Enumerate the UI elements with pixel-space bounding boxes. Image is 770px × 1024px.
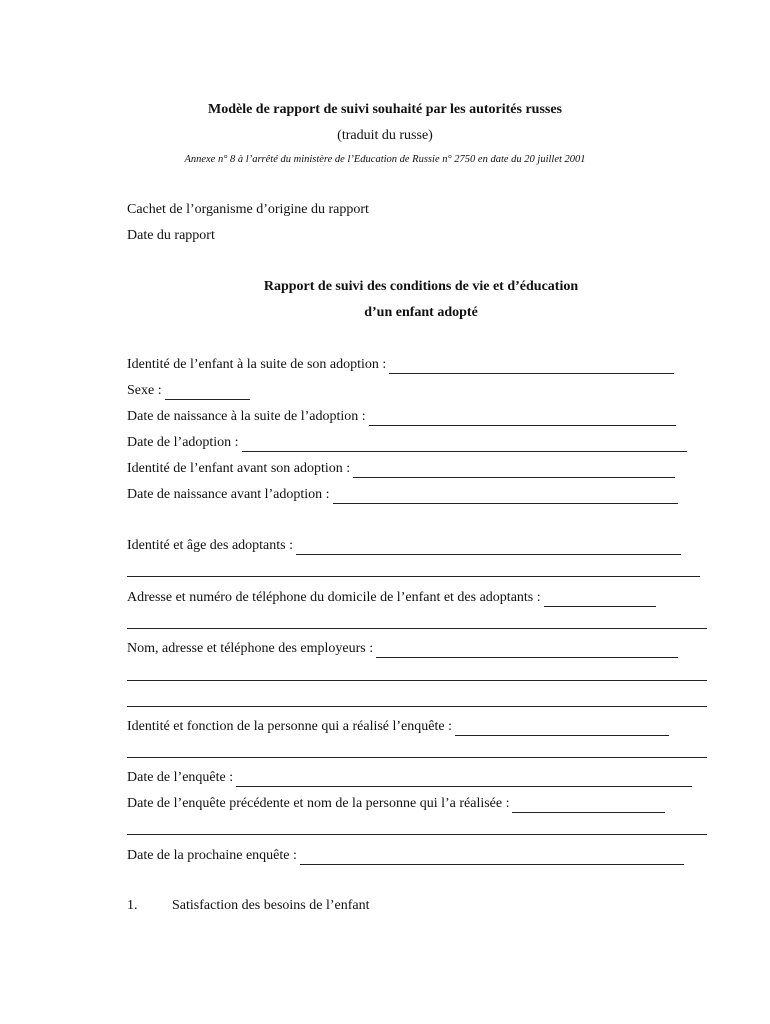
field-sex <box>127 380 250 400</box>
field-label: Identité de l’enfant avant son adoption : <box>127 461 351 476</box>
report-heading-line1: Rapport de suivi des conditions de vie et d’éducation <box>263 279 579 294</box>
field-label: Adresse et numéro de téléphone du domicile de l’enfant et des adoptants : <box>127 590 541 605</box>
stamp-label: Cachet de l’organisme d’origine du rapport <box>127 202 369 217</box>
field-label: Sexe : <box>127 383 162 398</box>
report-date-label: Date du rapport <box>127 228 215 243</box>
fill-line[interactable] <box>127 628 707 629</box>
fill-line[interactable] <box>127 834 707 835</box>
section-number: 1. <box>127 898 138 913</box>
fill-line[interactable] <box>353 463 675 478</box>
field-survey-date <box>127 767 692 787</box>
field-identity-after <box>127 354 674 374</box>
field-label: Date de l’adoption : <box>127 435 239 450</box>
field-label: Identité et âge des adoptants : <box>127 538 293 553</box>
fill-line[interactable] <box>455 721 669 736</box>
field-birth-before <box>127 484 678 504</box>
fill-line[interactable] <box>127 680 707 681</box>
field-birth-after <box>127 406 676 426</box>
field-address-phone <box>127 587 656 607</box>
document-subtitle: (traduit du russe) <box>337 128 433 143</box>
fill-line[interactable] <box>376 643 678 658</box>
annex-reference: Annexe n° 8 à l’arrêté du ministère de l’Education de Russie n° 2750 en date du 20 juillet 2001 <box>184 154 586 165</box>
field-label: Date de la prochaine enquête : <box>127 848 297 863</box>
fill-line[interactable] <box>333 489 678 504</box>
fill-line[interactable] <box>544 592 656 607</box>
field-investigator <box>127 716 669 736</box>
field-label: Date de naissance avant l’adoption : <box>127 487 330 502</box>
field-label: Date de naissance à la suite de l’adoption : <box>127 409 366 424</box>
fill-line[interactable] <box>127 576 700 577</box>
field-label: Date de l’enquête précédente et nom de la personne qui l’a réalisée : <box>127 796 510 811</box>
fill-line[interactable] <box>369 411 676 426</box>
field-adoption-date <box>127 432 687 452</box>
fill-line[interactable] <box>300 850 684 865</box>
field-identity-before <box>127 458 675 478</box>
field-employers <box>127 638 678 658</box>
field-label: Identité et fonction de la personne qui a réalisé l’enquête : <box>127 719 452 734</box>
field-label: Identité de l’enfant à la suite de son adoption : <box>127 357 387 372</box>
fill-line[interactable] <box>242 437 687 452</box>
fill-line[interactable] <box>296 540 681 555</box>
fill-line[interactable] <box>165 385 250 400</box>
fill-line[interactable] <box>512 798 665 813</box>
fill-line[interactable] <box>236 772 692 787</box>
fill-line[interactable] <box>127 706 707 707</box>
field-label: Date de l’enquête : <box>127 770 234 785</box>
section-title: Satisfaction des besoins de l’enfant <box>172 898 370 913</box>
field-next-survey <box>127 845 684 865</box>
report-heading-line2: d’un enfant adopté <box>364 305 478 320</box>
field-adopters <box>127 535 681 555</box>
field-previous-survey <box>127 793 665 813</box>
fill-line[interactable] <box>389 359 674 374</box>
fill-line[interactable] <box>127 757 707 758</box>
document-title: Modèle de rapport de suivi souhaité par les autorités russes <box>207 102 562 117</box>
field-label: Nom, adresse et téléphone des employeurs : <box>127 641 374 656</box>
